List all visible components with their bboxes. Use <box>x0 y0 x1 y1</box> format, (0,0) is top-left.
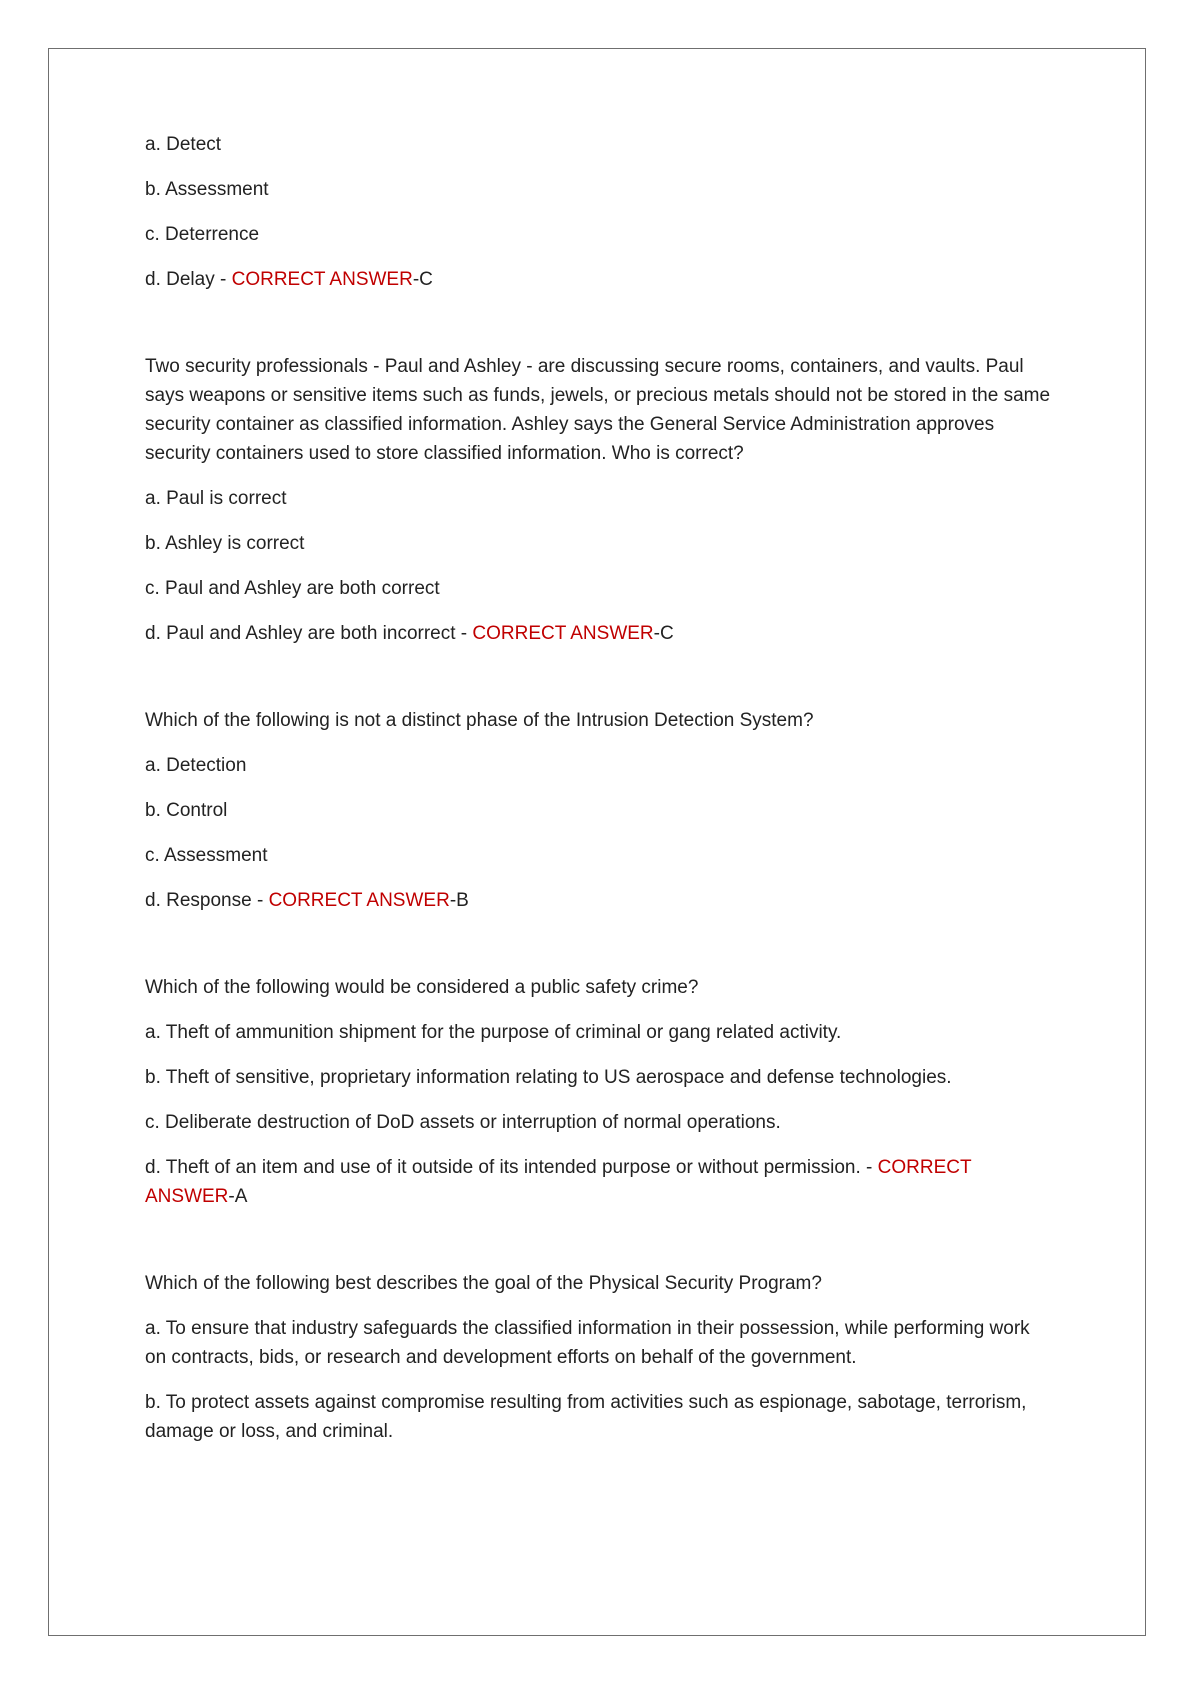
question-block-2 <box>145 352 1055 648</box>
option-d-with-answer <box>145 265 1055 294</box>
option-c: c. Paul and Ashley are both correct <box>145 578 440 599</box>
question-block-5 <box>145 1269 1055 1446</box>
document-body <box>145 130 1055 1462</box>
option-d: d. Paul and Ashley are both incorrect - <box>145 623 473 644</box>
question-spacer <box>145 310 1055 352</box>
correct-answer-label: CORRECT ANSWER <box>145 1157 976 1207</box>
correct-answer-value: -A <box>228 1186 248 1207</box>
question-block-3 <box>145 706 1055 915</box>
option-c: c. Deliberate destruction of DoD assets or interruption of normal operations. <box>145 1112 781 1133</box>
option-c: c. Deterrence <box>145 224 260 245</box>
question-stem: Two security professionals - Paul and Ashley - are discussing secure rooms, containers, and vaults. Paul says weapons or sensitive items such as funds, jewels, or precious metals should not be stored in the same security container as classified information. Ashley says the General Service Administration approves security containers used to store classified information. Who is correct? <box>145 356 1056 464</box>
correct-answer-label: CORRECT ANSWER <box>472 623 654 644</box>
question-spacer <box>145 1227 1055 1269</box>
correct-answer-value: -C <box>653 623 674 644</box>
option-b: b. To protect assets against compromise resulting from activities such as espionage, sabotage, terrorism, damage or loss, and criminal. <box>145 1392 1032 1442</box>
correct-answer-label: CORRECT ANSWER <box>231 269 413 290</box>
option-d: d. Response - <box>145 890 269 911</box>
question-spacer <box>145 664 1055 706</box>
option-b: b. Assessment <box>145 179 269 200</box>
correct-answer-value: -C <box>412 269 433 290</box>
question-spacer <box>145 931 1055 973</box>
option-b: b. Ashley is correct <box>145 533 305 554</box>
option-d-with-answer <box>145 619 1055 648</box>
option-a: a. Paul is correct <box>145 488 287 509</box>
question-stem: Which of the following is not a distinct phase of the Intrusion Detection System? <box>145 710 814 731</box>
option-b: b. Control <box>145 800 228 821</box>
correct-answer-label: CORRECT ANSWER <box>268 890 450 911</box>
option-c: c. Assessment <box>145 845 268 866</box>
question-stem: Which of the following best describes the goal of the Physical Security Program? <box>145 1273 822 1294</box>
option-a: a. Theft of ammunition shipment for the purpose of criminal or gang related activity. <box>145 1022 842 1043</box>
question-block-1 <box>145 130 1055 294</box>
option-d: d. Delay - <box>145 269 232 290</box>
option-a: a. To ensure that industry safeguards the classified information in their possession, while performing work on contracts, bids, or research and development efforts on behalf of the government. <box>145 1318 1035 1368</box>
option-a: a. Detection <box>145 755 247 776</box>
question-stem: Which of the following would be considered a public safety crime? <box>145 977 699 998</box>
option-b: b. Theft of sensitive, proprietary information relating to US aerospace and defense technologies. <box>145 1067 952 1088</box>
option-d-with-answer <box>145 886 1055 915</box>
option-d-with-answer <box>145 1153 1055 1211</box>
correct-answer-value: -B <box>449 890 469 911</box>
option-d: d. Theft of an item and use of it outside of its intended purpose or without permission. - <box>145 1157 878 1178</box>
option-a: a. Detect <box>145 134 222 155</box>
question-block-4 <box>145 973 1055 1211</box>
